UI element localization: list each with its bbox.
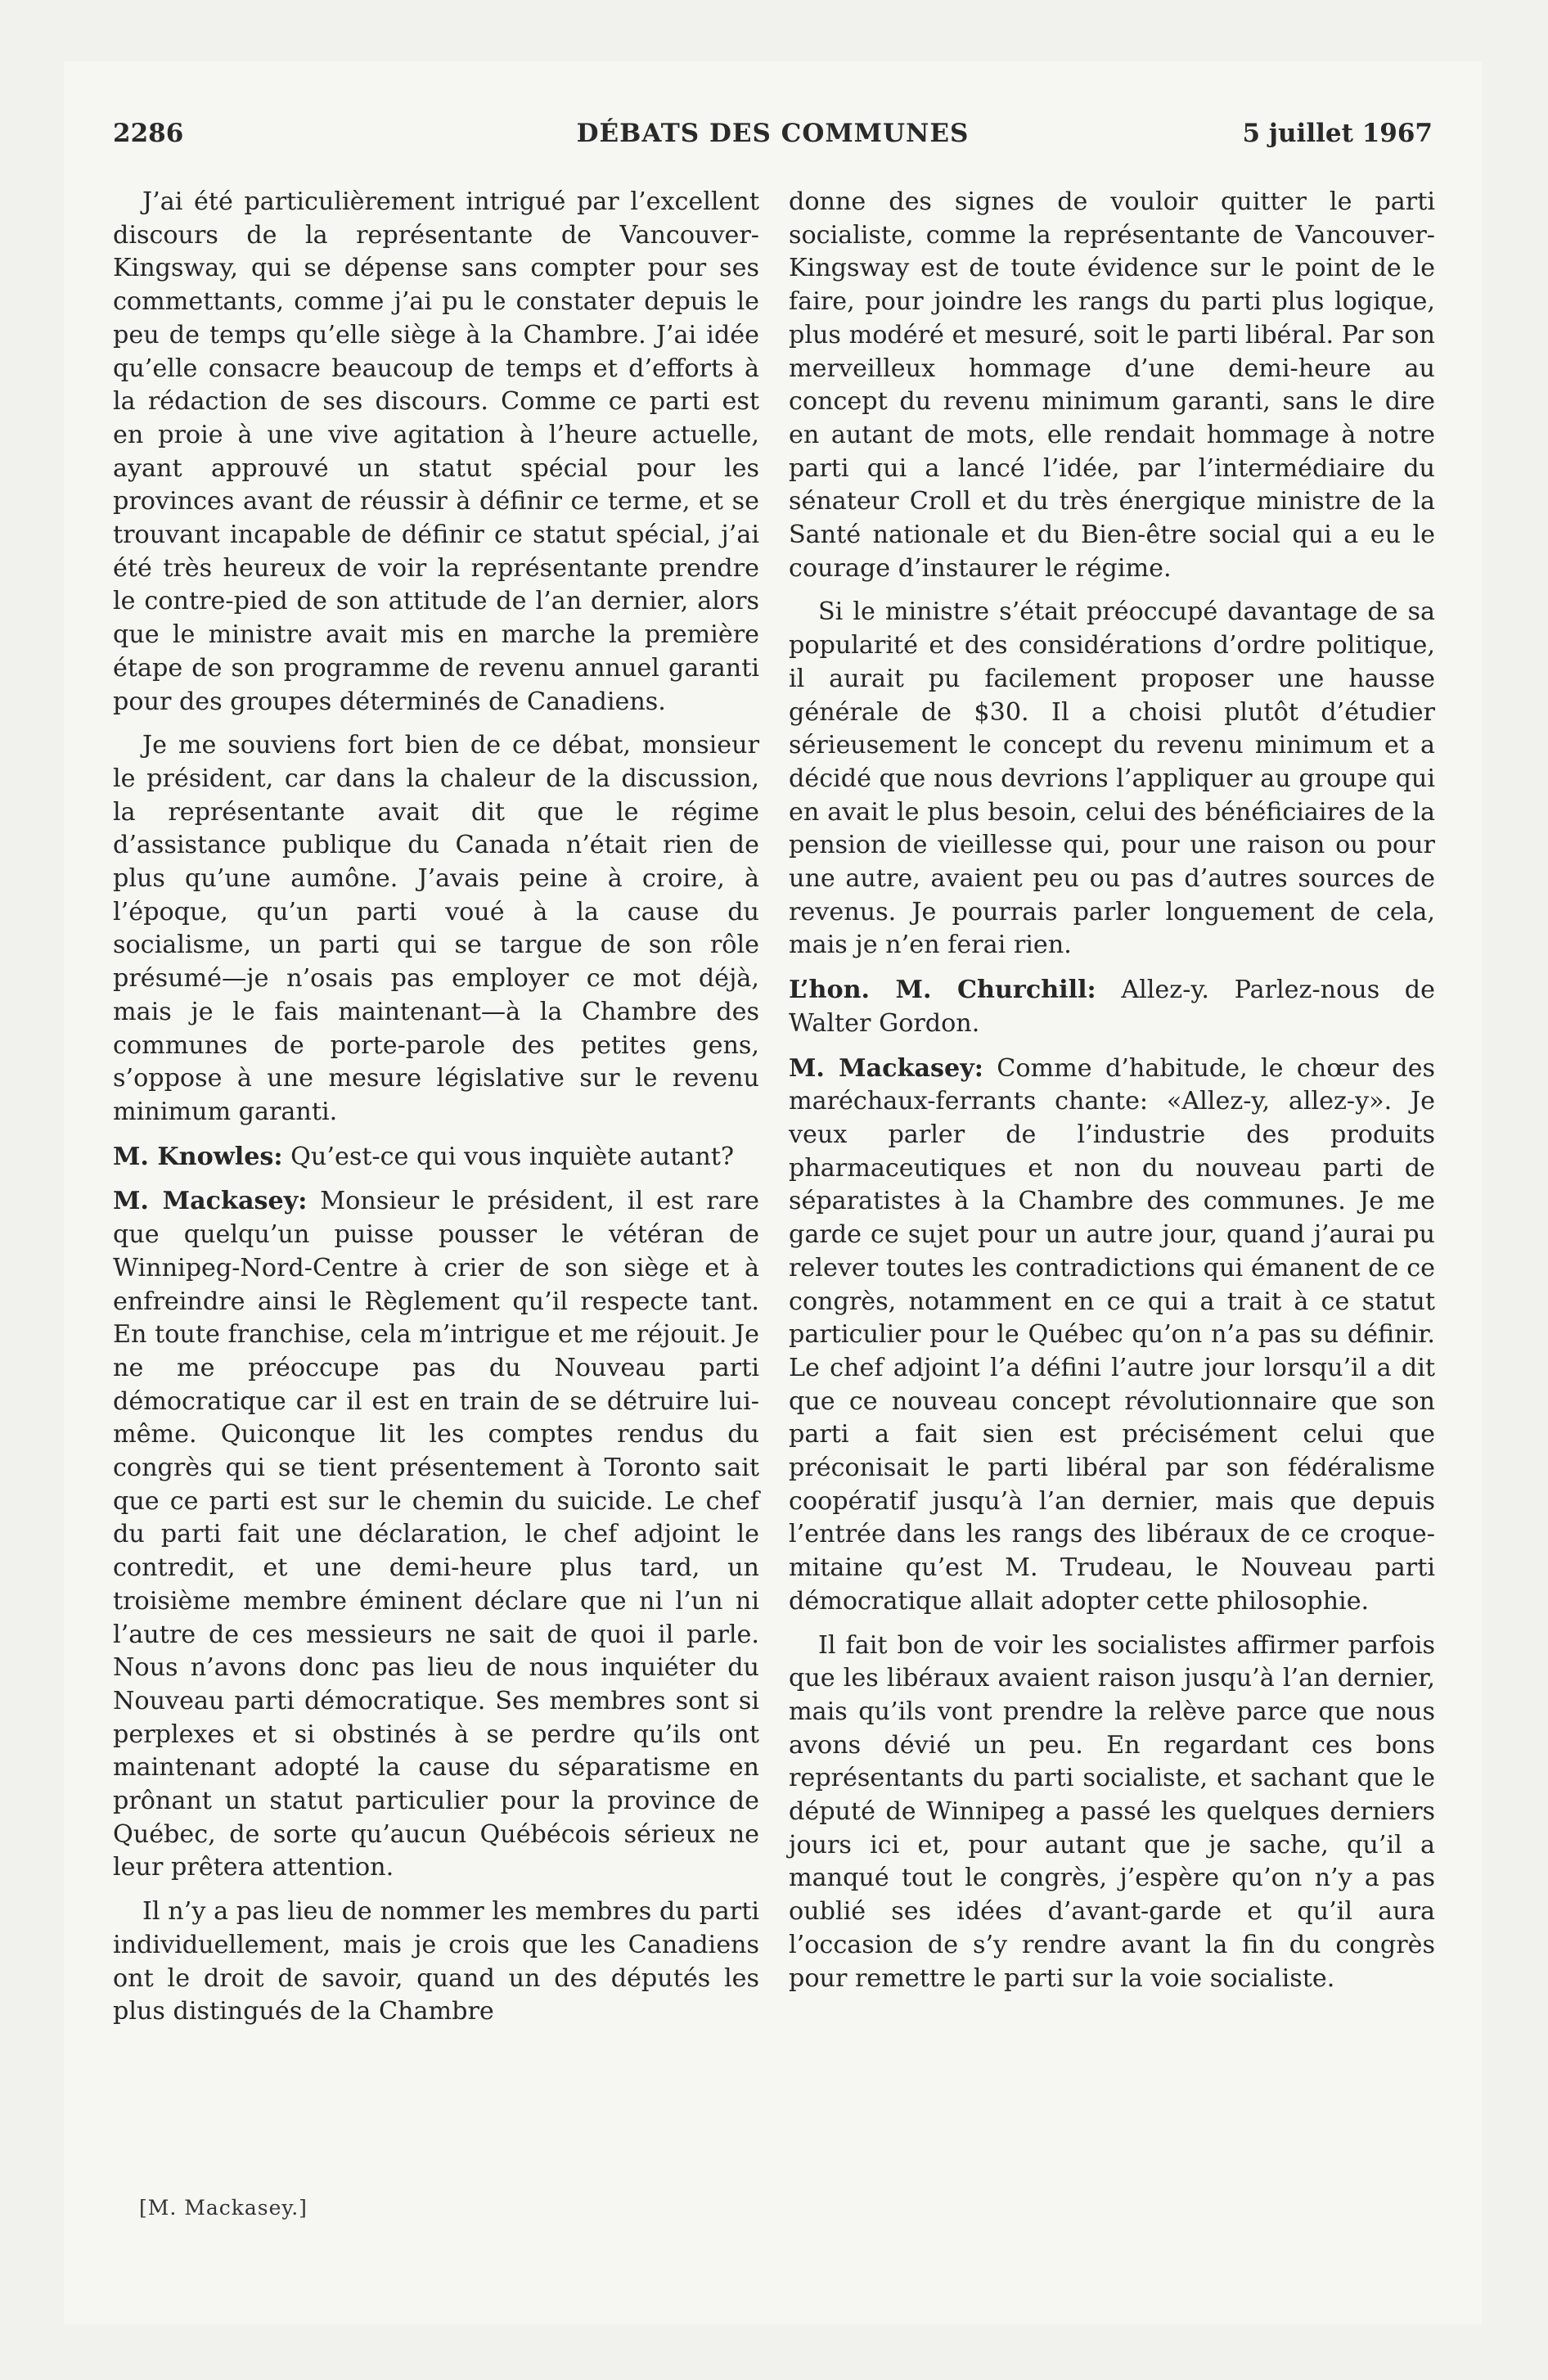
- paragraph: Si le ministre s’était préoccupé davantage de sa popularité et des considérations d’ordre politique, il aurait pu facilement proposer une hausse générale de $30. Il a choisi plutôt d’étudier sérieusement le concept du revenu minimum et a décidé que nous devrions l’appliquer au groupe qui en avait le plus besoin, celui des bénéficiaires de la pension de vieillesse qui, pour une raison ou pour une autre, avaient peu ou pas d’autres sources de revenus. Je pourrais parler longuement de cela, mais je n’en ferai rien.: [789, 597, 1435, 960]
- speech-knowles: [113, 1141, 759, 1174]
- paragraph: Je me souviens fort bien de ce débat, monsieur le président, car dans la chaleur de la discussion, la représentante avait dit que le régime d’assistance publique du Canada n’était rien de plus qu’une aumône. J’avais peine à croire, à l’époque, qu’un parti voué à la cause du socialisme, un parti qui se targue de son rôle présumé—je n’osais pas employer ce mot déjà, mais je le fais maintenant—à la Chambre des communes de porte-parole des petites gens, s’oppose à une mesure législative sur le revenu minimum garanti.: [113, 731, 759, 1126]
- speech-text: Monsieur le président, il est rare que quelqu’un puisse pousser le vétéran de Winnipeg-Nord-Centre à crier de son siège et à enfreindre ainsi le Règlement qu’il respecte tant. En toute franchise, cela m’intrigue et me réjouit. Je ne me préoccupe pas du Nouveau parti démocratique car il est en train de se détruire lui-même. Quiconque lit les comptes rendus du congrès qui se tient présentement à Toronto sait que ce parti est sur le chemin du suicide. Le chef du parti fait une déclaration, le chef adjoint le contredit, et une demi-heure plus tard, un troisième membre éminent déclare que ni l’un ni l’autre de ces messieurs ne sait de quoi il parle. Nous n’avons donc pas lieu de nous inquiéter du Nouveau parti démocratique. Ses membres sont si perplexes et si obstinés à se perdre qu’ils ont maintenant adopté la cause du séparatisme en prônant un statut particulier pour la province de Québec, de sorte qu’aucun Québécois sérieux ne leur prêtera attention.: [113, 1187, 759, 1882]
- right-column: [789, 186, 1435, 2006]
- left-column: [113, 186, 759, 2040]
- speech-text: Comme d’habitude, le chœur des maréchaux-ferrants chante: «Allez-y, allez-y». Je veux parler de l’industrie des produits pharmaceutiques et non du nouveau parti de séparatistes à la Chambre des communes. Je me garde ce sujet pour un autre jour, quand j’aurai pu relever toutes les contradictions qui émanent de ce congrès, notamment en ce qui a trait à ce statut particulier pour le Québec qu’on n’a pas su définir. Le chef adjoint l’a défini l’autre jour lorsqu’il a dit que ce nouveau concept révolutionnaire que son parti a fait sien est précisément celui que préconisait le parti libéral par son fédéralisme coopératif jusqu’à l’an dernier, mais que depuis l’entrée dans les rangs des libéraux de ce croque-mitaine qu’est M. Trudeau, le Nouveau parti démocratique allait adopter cette philosophie.: [789, 1053, 1435, 1616]
- paragraph: donne des signes de vouloir quitter le parti socialiste, comme la représentante de Vancouver-Kingsway est de toute évidence sur le point de le faire, pour joindre les rangs du parti plus logique, plus modéré et mesuré, soit le parti libéral. Par son merveilleux hommage d’une demi-heure au concept du revenu minimum garanti, sans le dire en autant de mots, elle rendait hommage à notre parti qui a lancé l’idée, par l’intermédiaire du sénateur Croll et du très énergique ministre de la Santé nationale et du Bien-être social qui a eu le courage d’instaurer le régime.: [789, 187, 1435, 583]
- hansard-page: [64, 61, 1482, 2324]
- speaker-name: M. Knowles:: [113, 1142, 283, 1171]
- paragraph: Il n’y a pas lieu de nommer les membres du parti individuellement, mais je crois que les Canadiens ont le droit de savoir, quand un des députés les plus distingués de la Chambre: [113, 1897, 759, 2026]
- speech-mackasey: [113, 1185, 759, 1885]
- paragraph: Il fait bon de voir les socialistes affirmer parfois que les libéraux avaient raison jusqu’à l’an dernier, mais qu’ils vont prendre la relève parce que nous avons dévié un peu. En regardant ces bons représentants du parti socialiste, et sachant que le député de Winnipeg a passé les quelques derniers jours ici et, pour autant que je sache, qu’il a manqué tout le congrès, j’espère qu’on n’y a pas oublié ses idées d’avant-garde et qu’il aura l’occasion de s’y rendre avant la fin du congrès pour remettre le parti sur la voie socialiste.: [789, 1630, 1435, 1993]
- speech-churchill: [789, 974, 1435, 1040]
- paragraph: J’ai été particulièrement intrigué par l’excellent discours de la représentante de Vancouver-Kingsway, qui se dépense sans compter pour ses commettants, comme j’ai pu le constater depuis le peu de temps qu’elle siège à la Chambre. J’ai idée qu’elle consacre beaucoup de temps et d’efforts à la rédaction de ses discours. Comme ce parti est en proie à une vive agitation à l’heure actuelle, ayant approuvé un statut spécial pour les provinces avant de réussir à définir ce terme, et se trouvant incapable de définir ce statut spécial, j’ai été très heureux de voir la représentante prendre le contre-pied de son attitude de l’an dernier, alors que le ministre avait mis en marche la première étape de son programme de revenu annuel garanti pour des groupes déterminés de Canadiens.: [113, 187, 759, 716]
- page-date: 5 juillet 1967: [1242, 119, 1433, 148]
- speech-mackasey: [789, 1053, 1435, 1619]
- page-number: 2286: [113, 119, 184, 148]
- speaker-name: M. Mackasey:: [789, 1053, 983, 1083]
- speaker-name: L’hon. M. Churchill:: [789, 976, 1096, 1005]
- page-title: DÉBATS DES COMMUNES: [576, 119, 970, 148]
- speaker-name: M. Mackasey:: [113, 1187, 308, 1216]
- speech-text: Qu’est-ce qui vous inquiète autant?: [290, 1142, 735, 1171]
- speech-text: Allez-y. Parlez-nous de Walter Gordon.: [789, 976, 1435, 1038]
- speaker-footnote: [M. Mackasey.]: [139, 2196, 308, 2220]
- page-header: [113, 119, 1433, 160]
